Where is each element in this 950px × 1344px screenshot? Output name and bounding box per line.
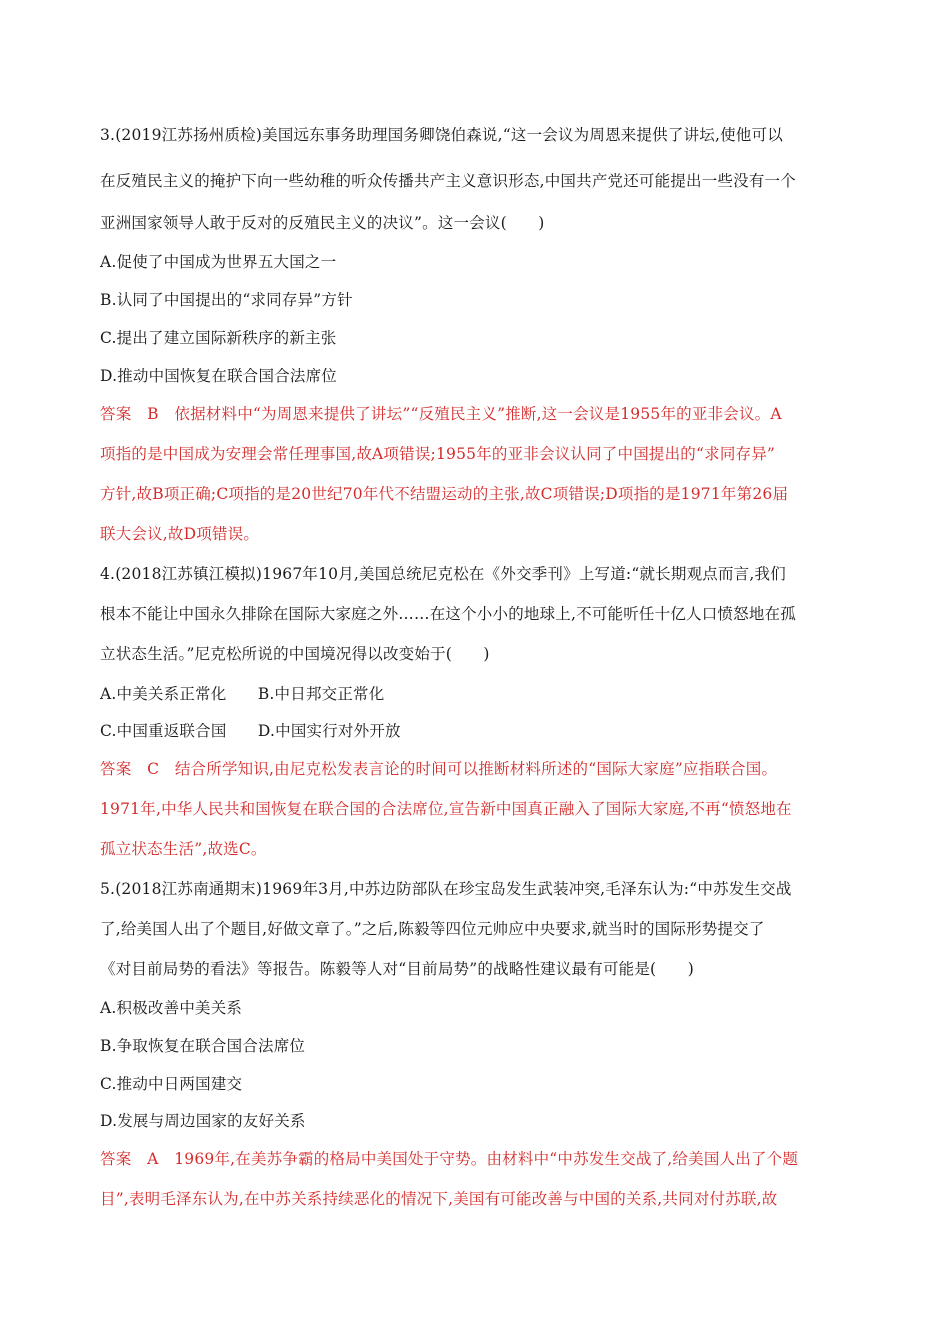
question-4-answer-line-3: 孤立状态生活”,故选C。 — [100, 840, 267, 858]
question-3-answer-line-4: 联大会议,故D项错误。 — [100, 525, 260, 543]
question-5-stem-line-1: 5.(2018江苏南通期末)1969年3月,中苏边防部队在珍宝岛发生武装冲突,毛泽东认为:“中苏发生交战 — [100, 880, 792, 898]
question-3-option-c: C.提出了建立国际新秩序的新主张 — [100, 329, 337, 347]
question-5-answer-line-1: 答案 A 1969年,在美苏争霸的格局中美国处于守势。由材料中“中苏发生交战了,给美国人出了个题 — [100, 1150, 799, 1168]
question-3-stem-line-2: 在反殖民主义的掩护下向一些幼稚的听众传播共产主义意识形态,中国共产党还可能提出一些没有一个 — [100, 172, 796, 190]
question-4-stem-line-2: 根本不能让中国永久排除在国际大家庭之外……在这个小小的地球上,不可能听任十亿人口愤怒地在孤 — [100, 605, 796, 623]
question-5-stem-line-2: 了,给美国人出了个题目,好做文章了。”之后,陈毅等四位元帅应中央要求,就当时的国际形势提交了 — [100, 920, 765, 938]
question-4-options-row-2: C.中国重返联合国 D.中国实行对外开放 — [100, 722, 401, 740]
question-4-options-row-1: A.中美关系正常化 B.中日邦交正常化 — [100, 685, 385, 703]
question-5-answer-line-2: 目”,表明毛泽东认为,在中苏关系持续恶化的情况下,美国有可能改善与中国的关系,共同对付苏联,故 — [100, 1190, 778, 1208]
question-4-answer-line-2: 1971年,中华人民共和国恢复在联合国的合法席位,宣告新中国真正融入了国际大家庭,不再“愤怒地在 — [100, 800, 792, 818]
question-5-option-a: A.积极改善中美关系 — [100, 999, 243, 1017]
question-5-option-d: D.发展与周边国家的友好关系 — [100, 1112, 306, 1130]
question-5-option-b: B.争取恢复在联合国合法席位 — [100, 1037, 306, 1055]
question-3-stem-line-1: 3.(2019江苏扬州质检)美国远东事务助理国务卿饶伯森说,“这一会议为周恩来提供了讲坛,使他可以 — [100, 126, 783, 144]
question-3-option-d: D.推动中国恢复在联合国合法席位 — [100, 367, 338, 385]
question-3-option-b: B.认同了中国提出的“求同存异”方针 — [100, 291, 353, 309]
question-5-option-c: C.推动中日两国建交 — [100, 1075, 243, 1093]
question-3-option-a: A.促使了中国成为世界五大国之一 — [100, 253, 337, 271]
question-4-answer-line-1: 答案 C 结合所学知识,由尼克松发表言论的时间可以推断材料所述的“国际大家庭”应指联合国。 — [100, 760, 778, 778]
question-4-stem-line-1: 4.(2018江苏镇江模拟)1967年10月,美国总统尼克松在《外交季刊》上写道:“就长期观点而言,我们 — [100, 565, 786, 583]
question-4-stem-line-3: 立状态生活。”尼克松所说的中国境况得以改变始于( ) — [100, 645, 490, 663]
question-3-answer-line-3: 方针,故B项正确;C项指的是20世纪70年代不结盟运动的主张,故C项错误;D项指的是1971年第26届 — [100, 485, 789, 503]
question-5-stem-line-3: 《对目前局势的看法》等报告。陈毅等人对“目前局势”的战略性建议最有可能是( ) — [100, 960, 694, 978]
question-3-answer-line-1: 答案 B 依据材料中“为周恩来提供了讲坛”“反殖民主义”推断,这一会议是1955年的亚非会议。A — [100, 405, 782, 423]
question-3-answer-line-2: 项指的是中国成为安理会常任理事国,故A项错误;1955年的亚非会议认同了中国提出的“求同存异” — [100, 445, 776, 463]
question-3-stem-line-3: 亚洲国家领导人敢于反对的反殖民主义的决议”。这一会议( ) — [100, 214, 545, 232]
